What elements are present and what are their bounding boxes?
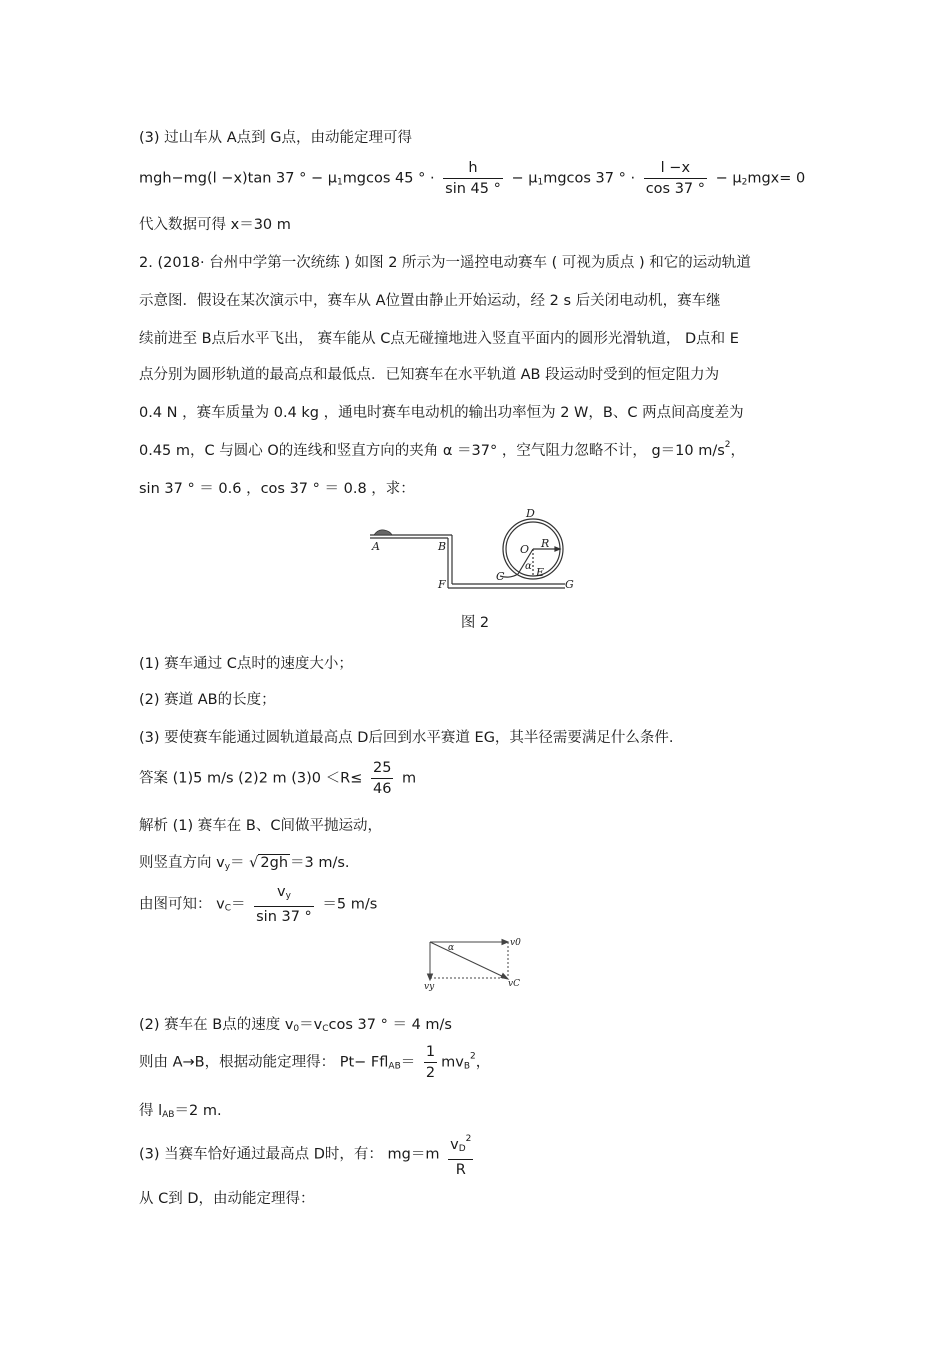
label-alpha: α <box>525 561 532 572</box>
label-vy: vy <box>424 982 435 992</box>
question: (3) 要使赛车能通过圆轨道最高点 D后回到水平赛道 EG，其半径需要满足什么条件. <box>139 730 674 746</box>
solution-text: 得 $l_{AB}=2$ m. <box>139 1103 222 1120</box>
problem-text: 点分别为圆形轨道的最高点和最低点．已知赛车在水平轨道 AB 段运动时受到的恒定阻力为 <box>139 367 720 383</box>
solution-text: 从 C到 D，由动能定理得： <box>139 1191 315 1207</box>
label-D: D <box>526 507 535 520</box>
answer: 答案 (1)5 m/s (2)2 m (3)0 ＜R≤ $\frac{25}{46}$ m <box>139 760 417 797</box>
problem-text: 0.45 m，C 与圆心 O的连线和竖直方向的夹角 α ＝37° ，空气阻力忽略不计， g＝10 $m/s^2$， <box>139 440 746 459</box>
velocity-diagram <box>420 934 530 992</box>
figure-caption: 图 2 <box>460 615 490 631</box>
label-v0: v0 <box>510 938 521 948</box>
label-vC: vC <box>508 979 520 989</box>
solution-text: (2) 赛车在 B点的速度 $v_0=v_C\cos$ 37 ° ＝ 4 m/s <box>139 1017 452 1034</box>
solution-text: 解析 (1) 赛车在 B、C间做平抛运动， <box>139 818 382 834</box>
solution-text: 则竖直方向 $v_y=$ √ 2gh ＝3 m/s. <box>139 855 350 872</box>
text-line: 代入数据可得 x＝30 m <box>139 217 291 233</box>
problem-text: sin 37 ° ＝ 0.6 ，cos 37 ° ＝ 0.8 ，求： <box>139 481 415 497</box>
label-E: E <box>536 566 545 579</box>
solution-text: 由图可知： $v_C=$ $\frac{v_y}{\sin 37 ^\circ}$ ＝5 m/s <box>139 884 378 925</box>
label-F: F <box>438 578 446 591</box>
problem-text: 续前进至 B点后水平飞出， 赛车能从 C点无碰撞地进入竖直平面内的圆形光滑轨道， D点和 E <box>139 331 739 347</box>
problem-text: 0.4 N ，赛车质量为 0.4 kg ，通电时赛车电动机的输出功率恒为 2 W，B、C 两点间高度差为 <box>139 405 744 421</box>
label-O: O <box>520 543 530 556</box>
energy-equation: mgh−mg(l −x)tan 37 ° − $\mu_1mgcos$ 45 ° · $\frac{h}{\sin 45 ^\circ}$ − $\mu_1mgcos$ 37 ° · $\frac{l -x}{\cos 37 ^\circ}$ − $\mu_2mgx= 0$ <box>139 160 806 197</box>
problem-text: 示意图．假设在某次演示中，赛车从 A位置由静止开始运动，经 2 s 后关闭电动机，赛车继 <box>139 293 721 309</box>
text-line: (3) 过山车从 A点到 G点，由动能定理可得 <box>139 130 413 146</box>
label-C: C <box>496 570 505 583</box>
label-G: G <box>565 578 574 591</box>
label-A: A <box>372 540 380 553</box>
question: (2) 赛道 AB的长度； <box>139 692 276 708</box>
solution-text: (3) 当赛车恰好通过最高点 D时，有： mg＝m $\frac{v_D^2}{R}$ <box>139 1134 472 1178</box>
question: (1) 赛车通过 C点时的速度大小； <box>139 656 353 672</box>
label-R: R <box>541 537 550 550</box>
track-diagram <box>360 502 590 594</box>
problem-text: 2. (2018· 台州中学第一次统练 ) 如图 2 所示为一遥控电动赛车 ( 可视为质点 ) 和它的运动轨道 <box>139 255 751 271</box>
label-alpha: α <box>448 943 455 953</box>
solution-text: 则由 A→B，根据动能定理得： Pt− Ffl$_{AB}$＝ $\frac{1}{2}$ $mv_B^2$， <box>139 1044 491 1081</box>
label-B: B <box>438 540 447 553</box>
